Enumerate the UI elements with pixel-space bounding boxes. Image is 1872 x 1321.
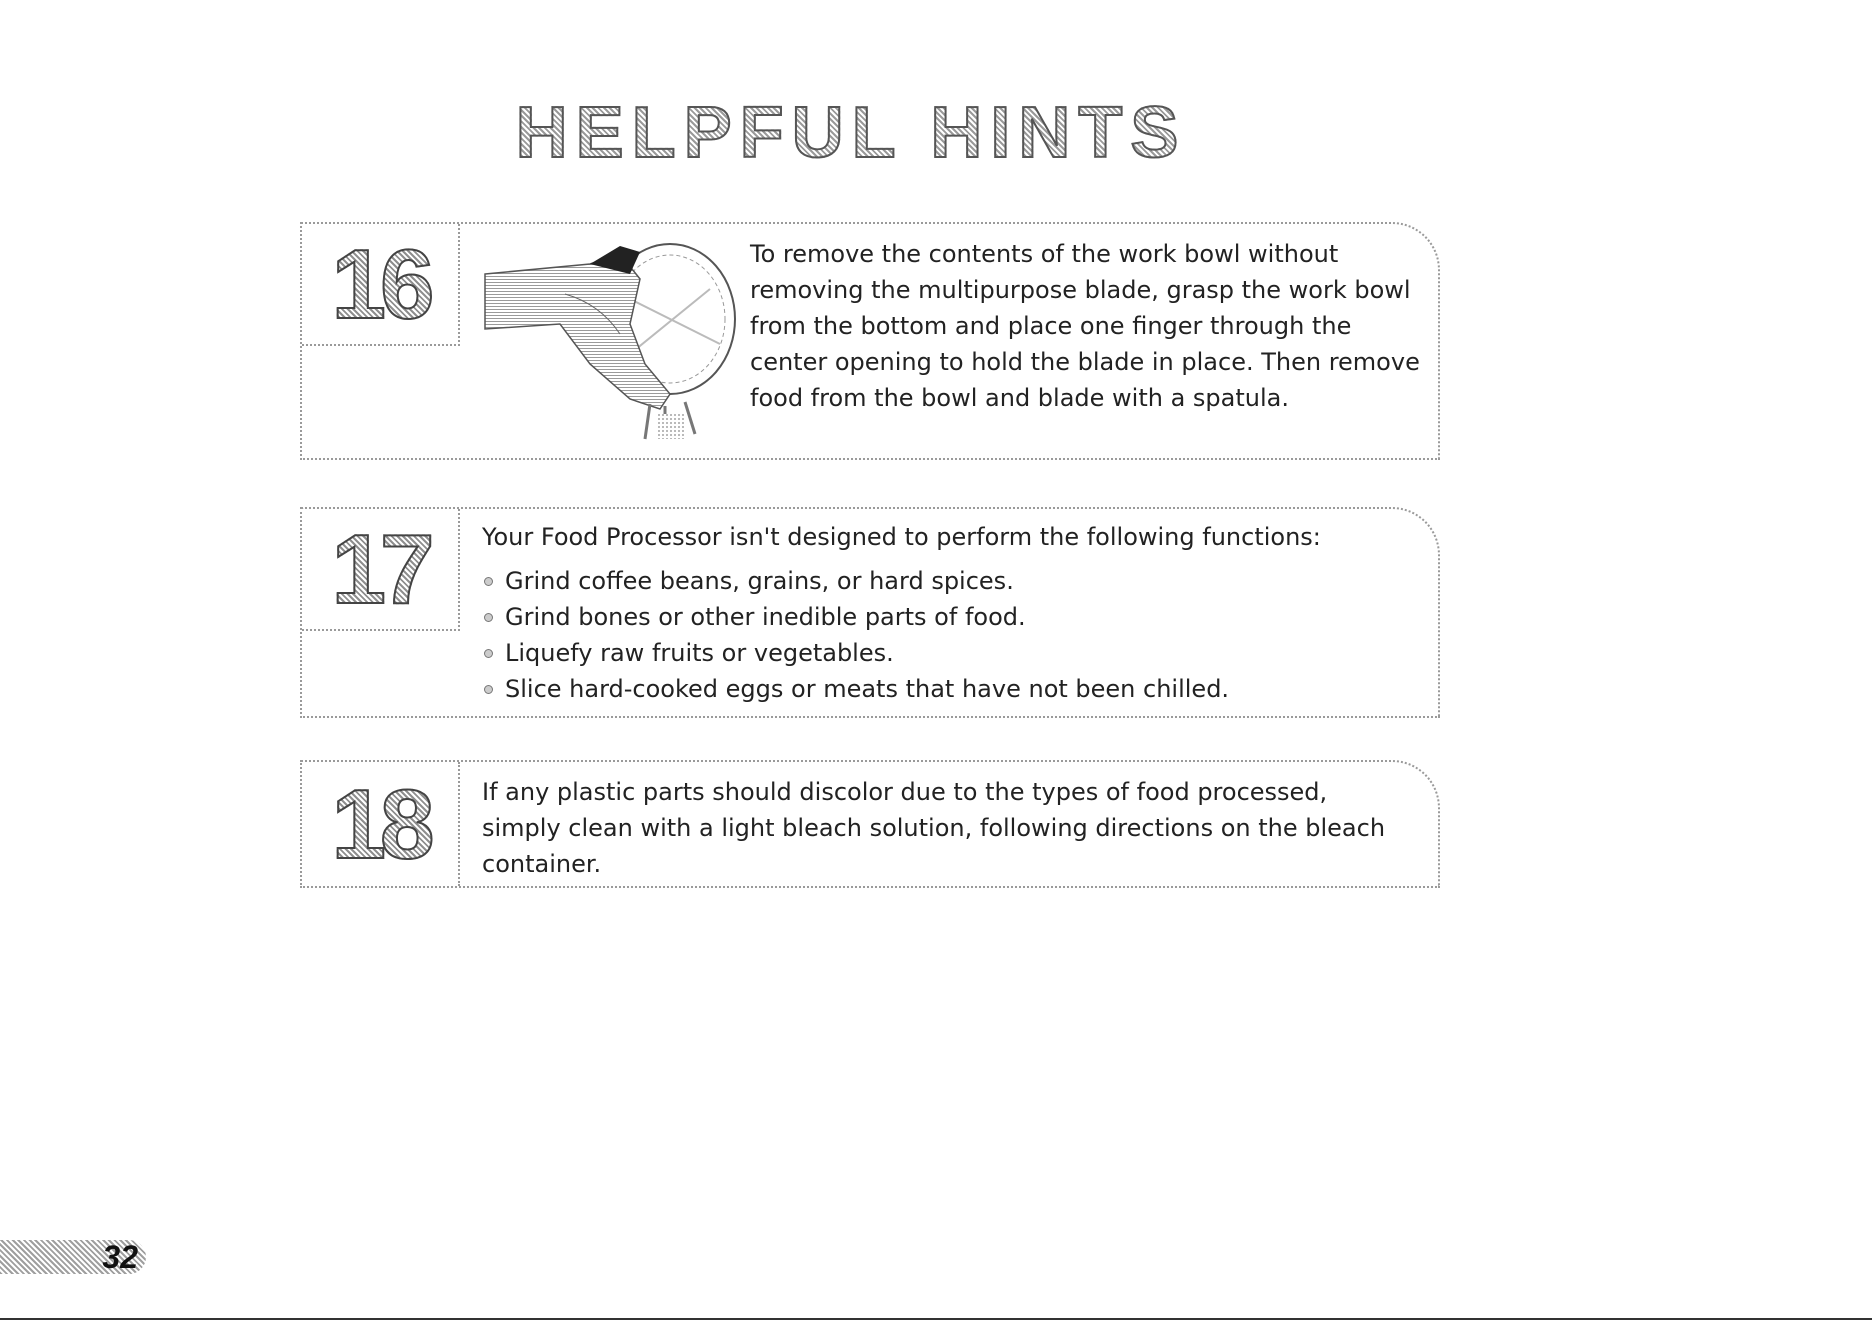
bullet-icon [484,613,493,622]
bullet-icon [484,649,493,658]
hint-17-box [300,507,1440,718]
bullet-icon [484,685,493,694]
hint-16-paragraph: To remove the contents of the work bowl without removing the multipurpose blade, grasp the work bowl from the bottom and place one finger through the center opening to hold the blade in place. Then remove food from the bowl and blade with a spatula. [750,240,1420,412]
hint-17-bullet-list [482,563,1422,707]
hand-holding-work-bowl-illustration [470,234,760,444]
hint-18-paragraph: If any plastic parts should discolor due to the types of food processed, simply clean with a light bleach solution, following directions on the bleach container. [482,778,1386,878]
page-title-text: HELPFUL HINTS [515,93,1187,173]
hint-17-number: 17 [302,509,460,631]
bottom-divider [0,1318,1872,1320]
bullet-icon [484,577,493,586]
list-item-text: Grind bones or other inedible parts of food. [505,603,1026,631]
hint-16-number: 16 [302,224,460,346]
hint-17-text [482,519,1422,707]
list-item-text: Grind coffee beans, grains, or hard spices. [505,567,1014,595]
page-title [0,92,1872,174]
page-number-text: 32 [102,1238,138,1275]
hint-18-text [482,774,1402,882]
list-item [482,671,1422,707]
hint-18-number: 18 [302,762,460,886]
list-item [482,599,1422,635]
list-item-text: Slice hard-cooked eggs or meats that have not been chilled. [505,675,1230,703]
hint-17-intro: Your Food Processor isn't designed to perform the following functions: [482,523,1321,551]
hint-16-box [300,222,1440,460]
list-item [482,635,1422,671]
list-item-text: Liquefy raw fruits or vegetables. [505,639,894,667]
list-item [482,563,1422,599]
page-number [0,1240,146,1274]
hint-16-text [750,236,1430,416]
hint-18-box [300,760,1440,888]
